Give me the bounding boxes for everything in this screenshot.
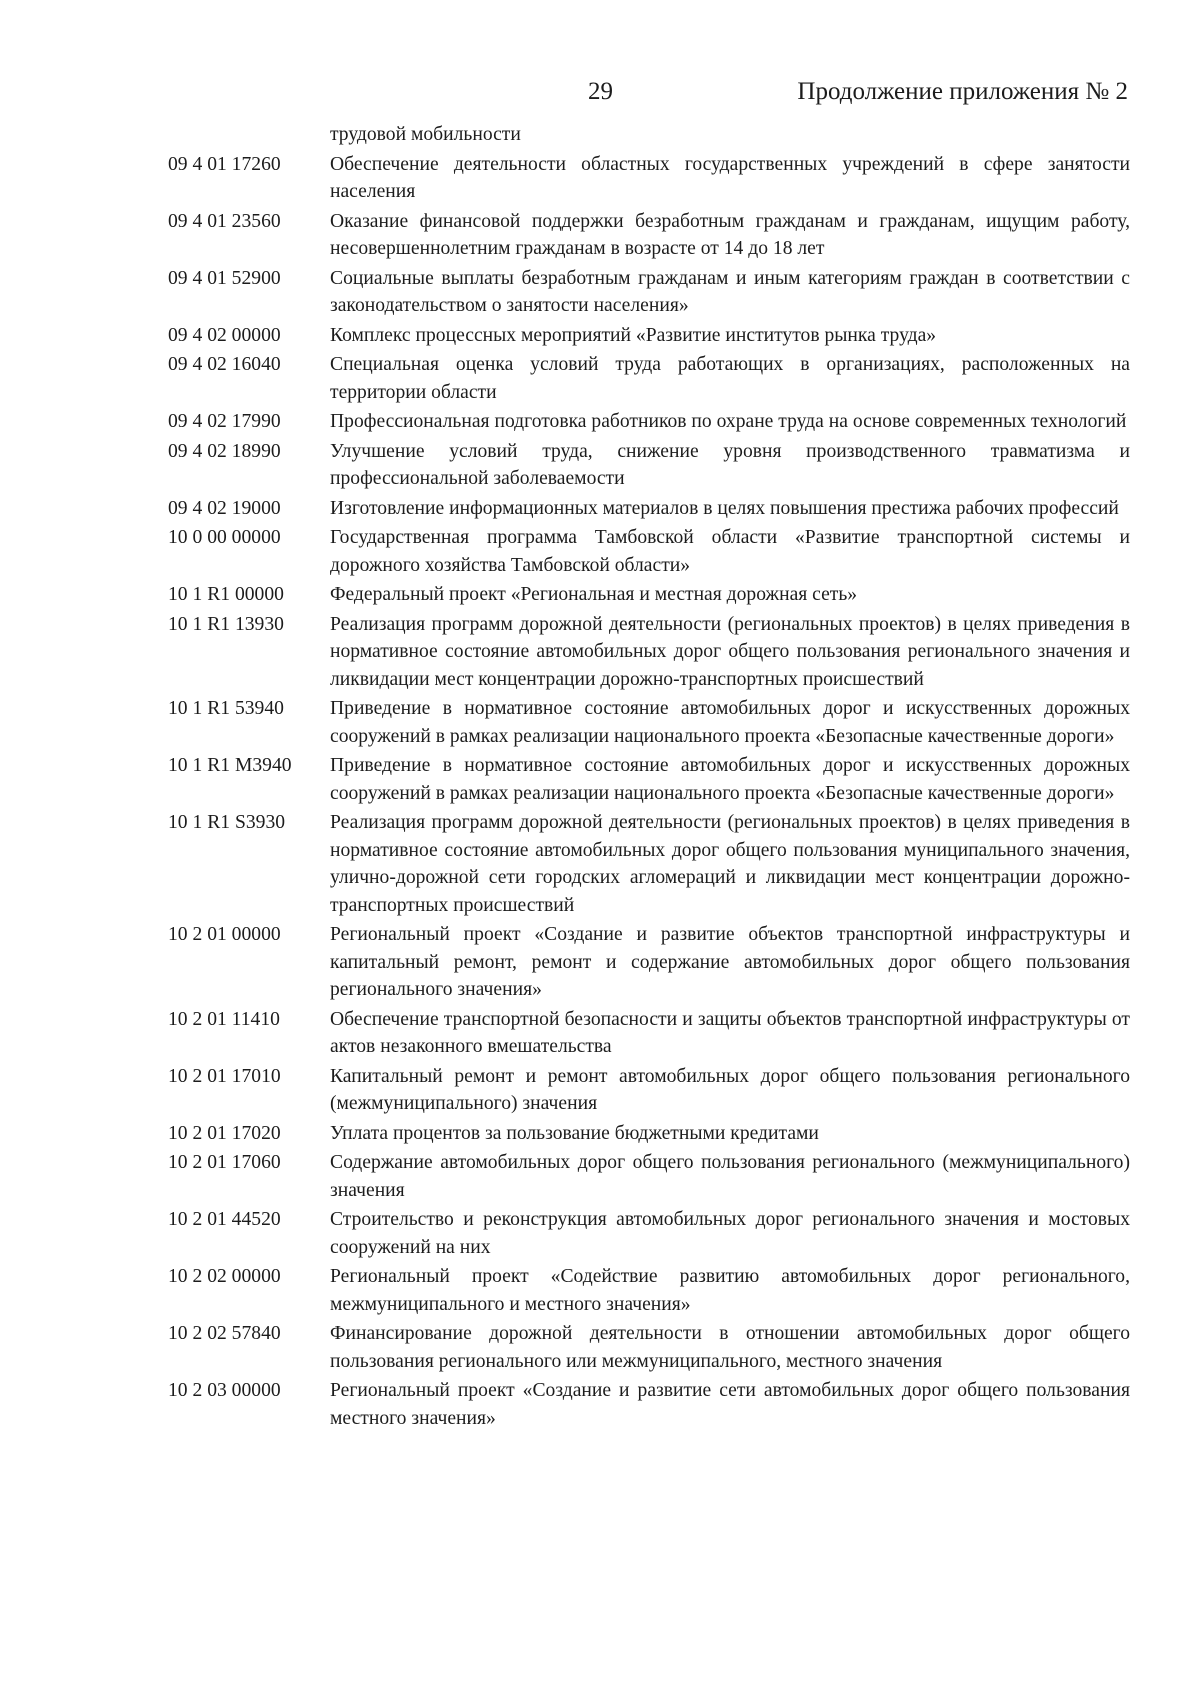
item-description: Региональный проект «Создание и развитие сети автомобильных дорог общего пользования местного значения» [330, 1380, 1130, 1429]
classification-code: 10 2 01 11410 [168, 1008, 280, 1030]
list-item [168, 408, 1130, 436]
list-item [168, 921, 1130, 1004]
item-description: Социальные выплаты безработным гражданам и иным категориям граждан в соответствии с законодательством о занятости населения» [330, 267, 1130, 316]
list-item [168, 1063, 1130, 1118]
list-item [168, 524, 1130, 579]
list-item [168, 1206, 1130, 1261]
classification-code: 09 4 02 17990 [168, 411, 281, 432]
item-description: Федеральный проект «Региональная и местная дорожная сеть» [330, 584, 858, 605]
item-description: Реализация программ дорожной деятельности (региональных проектов) в целях приведения в нормативное состояние автомобильных дорог общего пользования регионального значения и ликвидации мест концентрации дорожно-транспортных происшествий [330, 613, 1130, 690]
page-header [0, 78, 1200, 118]
classification-code: 09 4 02 16040 [168, 354, 281, 375]
classification-code: 10 1 R1 53940 [168, 698, 284, 719]
classification-code: 10 0 00 00000 [168, 527, 281, 548]
item-description: Финансирование дорожной деятельности в отношении автомобильных дорог общего пользования регионального или межмуниципального, местного значения [330, 1323, 1130, 1372]
classification-code: 10 2 01 17020 [168, 1122, 281, 1144]
item-description: Строительство и реконструкция автомобильных дорог регионального значения и мостовых сооружений на них [330, 1209, 1130, 1258]
classification-code: 10 1 R1 S3930 [168, 812, 286, 833]
list-item [168, 322, 1130, 350]
list-item [168, 752, 1130, 807]
list-item [168, 581, 1130, 609]
list-item [168, 809, 1130, 919]
classification-code: 10 1 R1 M3940 [168, 755, 292, 776]
list-item [168, 495, 1130, 523]
appendix-caption: Продолжение приложения № 2 [797, 78, 1128, 105]
item-description: Улучшение условий труда, снижение уровня производственного травматизма и профессиональной заболеваемости [330, 440, 1130, 489]
item-description: Региональный проект «Содействие развитию автомобильных дорог регионального, межмуниципального и местного значения» [330, 1266, 1130, 1315]
classification-code: 09 4 02 18990 [168, 440, 281, 462]
list-item [168, 208, 1130, 263]
list-item [168, 1149, 1130, 1204]
item-description: Комплекс процессных мероприятий «Развитие институтов рынка труда» [330, 324, 937, 346]
list-item [168, 438, 1130, 493]
classification-code: 09 4 01 52900 [168, 267, 281, 289]
classification-code: 10 2 01 17060 [168, 1152, 281, 1173]
item-description: Региональный проект «Создание и развитие объектов транспортной инфраструктуры и капитальный ремонт, ремонт и содержание автомобильных дорог общего пользования регионального значения» [330, 924, 1130, 1000]
classification-code: 10 1 R1 13930 [168, 613, 284, 635]
item-description: Государственная программа Тамбовской области «Развитие транспортной системы и дорожного хозяйства Тамбовской области» [330, 527, 1130, 576]
item-description: Приведение в нормативное состояние автомобильных дорог и искусственных дорожных сооружений в рамках реализации национального проекта «Безопасные качественные дороги» [330, 698, 1130, 747]
item-description: Изготовление информационных материалов в целях повышения престижа рабочих профессий [330, 497, 1119, 519]
classification-code: 09 4 01 17260 [168, 153, 281, 175]
list-item [168, 1377, 1130, 1432]
item-description: Капитальный ремонт и ремонт автомобильных дорог общего пользования регионального (межмуниципального) значения [330, 1065, 1130, 1114]
item-description: трудовой мобильности [330, 124, 521, 145]
classification-code: 10 2 02 57840 [168, 1323, 281, 1344]
item-description: Специальная оценка условий труда работающих в организациях, расположенных на территории области [330, 354, 1130, 403]
item-description: Оказание финансовой поддержки безработным гражданам и гражданам, ищущим работу, несовершеннолетним гражданам в возрасте от 14 до 18 лет [330, 210, 1130, 259]
page-number: 29 [588, 78, 613, 105]
classification-code: 10 2 01 44520 [168, 1209, 281, 1230]
list-item [168, 351, 1130, 406]
classification-code: 10 2 02 00000 [168, 1266, 281, 1287]
item-description: Реализация программ дорожной деятельности (региональных проектов) в целях приведения в нормативное состояние автомобильных дорог общего пользования муниципального значения, улично-дорожной сети городских агломераций и ликвидации мест концентрации дорожно-транспортных происшествий [330, 812, 1130, 916]
classification-code: 09 4 02 19000 [168, 497, 281, 519]
list-item [168, 1263, 1130, 1318]
item-description: Уплата процентов за пользование бюджетными кредитами [330, 1122, 819, 1144]
list-item [168, 121, 1130, 149]
item-description: Профессиональная подготовка работников по охране труда на основе современных технологий [330, 411, 1127, 432]
classification-code: 10 2 01 00000 [168, 924, 281, 945]
item-description: Приведение в нормативное состояние автомобильных дорог и искусственных дорожных сооружений в рамках реализации национального проекта «Безопасные качественные дороги» [330, 755, 1130, 804]
classification-code: 09 4 02 00000 [168, 324, 281, 346]
item-description: Обеспечение транспортной безопасности и защиты объектов транспортной инфраструктуры от актов незаконного вмешательства [330, 1008, 1130, 1057]
list-item [168, 695, 1130, 750]
classification-code: 09 4 01 23560 [168, 210, 281, 232]
list-item [168, 1320, 1130, 1375]
item-description: Обеспечение деятельности областных государственных учреждений в сфере занятости населения [330, 153, 1130, 202]
list-item [168, 265, 1130, 320]
classification-code: 10 2 03 00000 [168, 1380, 281, 1401]
item-description: Содержание автомобильных дорог общего пользования регионального (межмуниципального) значения [330, 1152, 1130, 1201]
list-item [168, 1006, 1130, 1061]
classification-code: 10 2 01 17010 [168, 1065, 281, 1087]
list-item [168, 1120, 1130, 1148]
classification-code: 10 1 R1 00000 [168, 584, 284, 605]
budget-classification-list [168, 121, 1130, 1432]
list-item [168, 151, 1130, 206]
list-item [168, 611, 1130, 694]
